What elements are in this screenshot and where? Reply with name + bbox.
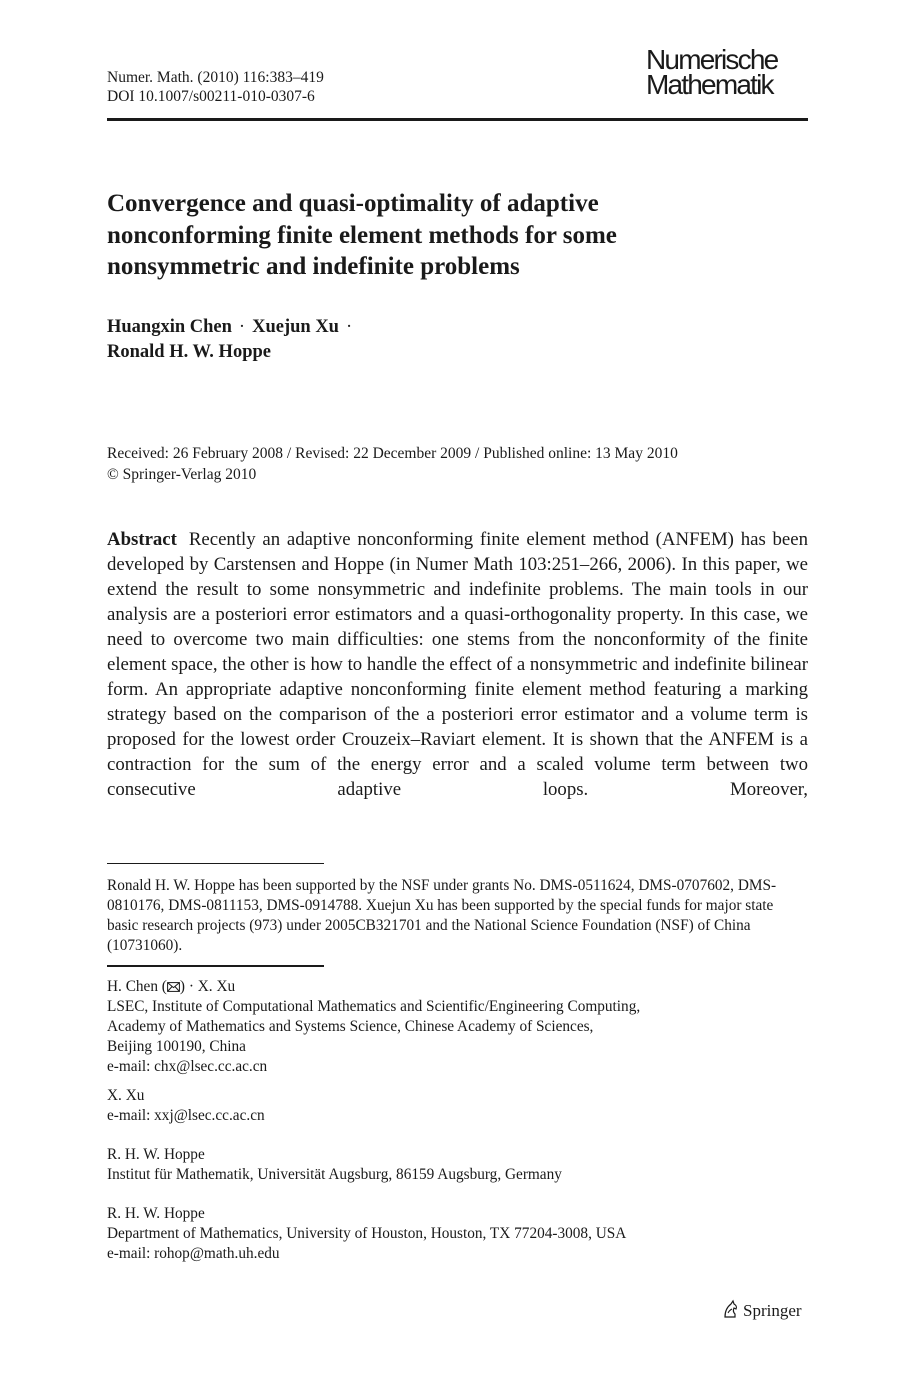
affiliation-name: R. H. W. Hoppe — [107, 1146, 205, 1163]
affiliation-rule — [107, 965, 324, 967]
abstract-body: Recently an adaptive nonconforming finite element method (ANFEM) has been developed by Carstensen and Hoppe (in Numer Math 103:251–266, 2006). In this paper, we extend the result to some nonsymmetric and indefinite problems. The main tools in our analysis are a posteriori error estimators and a quasi-orthogonality property. In this case, we need to overcome two main difficulties: one stems from the nonconformity of the finite element space, the other is how to handle the effect of a nonsymmetric and indefinite bilinear form. An appropriate adaptive nonconforming finite element method featuring a marking strategy based on the comparison of the a posteriori error estimator and a volume term is proposed for the lowest order Crouzeix–Raviart element. It is shown that the ANFEM is a contraction for the sum of the energy error and a scaled volume term between two consecutive adaptive loops. Moreover, — [107, 529, 808, 800]
copyright-line: © Springer-Verlag 2010 — [107, 466, 257, 483]
affiliation-block — [107, 977, 808, 1077]
affiliation-line: LSEC, Institute of Computational Mathematics and Scientific/Engineering Computing, — [107, 998, 641, 1015]
paper-title — [107, 188, 747, 283]
journal-logo — [646, 44, 816, 100]
doi-line[interactable]: DOI 10.1007/s00211-010-0307-6 — [107, 88, 315, 105]
affiliation-line: Academy of Mathematics and Systems Science, Chinese Academy of Sciences, — [107, 1018, 594, 1035]
affiliation-name: ) · X. Xu — [179, 978, 236, 995]
email-line[interactable]: e-mail: xxj@lsec.cc.ac.cn — [107, 1107, 265, 1124]
logo-line-1: Numerische — [646, 44, 778, 75]
affiliation-block — [107, 1204, 808, 1264]
affiliation-block — [107, 1145, 808, 1185]
affiliation-block — [107, 1086, 808, 1126]
envelope-icon — [167, 982, 180, 992]
author-separator: · — [238, 317, 246, 337]
affiliation-name: X. Xu — [107, 1087, 145, 1104]
funding-footnote: Ronald H. W. Hoppe has been supported by the NSF under grants No. DMS-0511624, DMS-0707602, DMS-0810176, DMS-0811153, DMS-0914788. Xuejun Xu has been supported by the special funds for major state basic research projects (973) under 2005CB321701 and the National Science Foundation (NSF) of China (10731060). — [107, 877, 777, 954]
author-list — [107, 315, 359, 365]
abstract — [107, 527, 808, 802]
affiliation-line: Department of Mathematics, University of Houston, Houston, TX 77204-3008, USA — [107, 1225, 627, 1242]
author-name: Xuejun Xu — [252, 317, 339, 337]
journal-line: Numer. Math. (2010) 116:383–419 — [107, 69, 324, 86]
affiliation-name: R. H. W. Hoppe — [107, 1205, 205, 1222]
title-line-2: nonconforming finite element methods for some — [107, 221, 617, 249]
publisher-mark — [722, 1299, 802, 1322]
header-rule — [107, 118, 808, 121]
title-line-3: nonsymmetric and indefinite problems — [107, 253, 520, 280]
history-dates: Received: 26 February 2008 / Revised: 22 December 2009 / Published online: 13 May 2010 — [107, 445, 678, 462]
publisher-name: Springer — [743, 1301, 802, 1320]
publication-history — [107, 443, 678, 485]
author-name: Huangxin Chen — [107, 317, 232, 337]
author-separator: · — [345, 317, 353, 337]
email-line[interactable]: e-mail: rohop@math.uh.edu — [107, 1245, 280, 1262]
footnote-rule — [107, 863, 324, 864]
affiliation-line: Institut für Mathematik, Universität Augsburg, 86159 Augsburg, Germany — [107, 1166, 562, 1183]
affiliation-name: H. Chen ( — [107, 978, 167, 995]
affiliation-line: Beijing 100190, China — [107, 1038, 246, 1055]
email-line[interactable]: e-mail: chx@lsec.cc.ac.cn — [107, 1058, 268, 1075]
abstract-heading: Abstract — [107, 529, 177, 550]
journal-citation — [107, 68, 324, 106]
logo-line-2: Mathematik — [646, 69, 773, 100]
author-name: Ronald H. W. Hoppe — [107, 342, 271, 362]
springer-horse-icon — [722, 1299, 739, 1319]
title-line-1: Convergence and quasi-optimality of adaptive — [107, 190, 599, 217]
